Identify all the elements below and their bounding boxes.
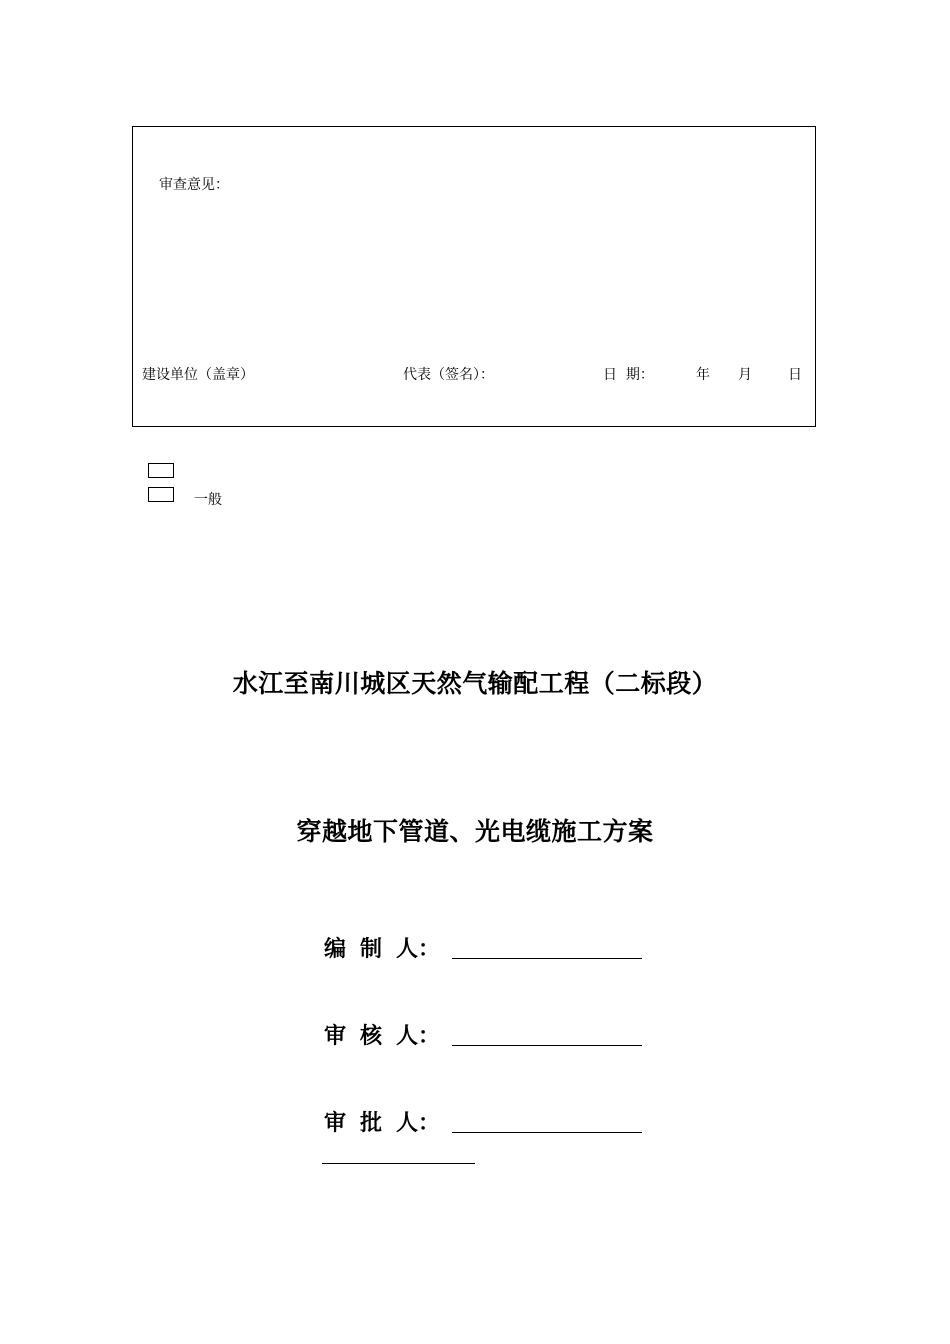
signature-row	[142, 364, 806, 384]
representative-label: 代表（签名）：	[403, 367, 494, 383]
month-label: 月	[738, 367, 752, 383]
construction-unit-label: 建设单位（盖章）	[142, 367, 254, 383]
reviewer-sign-line[interactable]	[452, 1045, 642, 1046]
checkbox-general-label: 一般	[194, 492, 222, 508]
sig-label-end: 人：	[396, 1023, 441, 1049]
extra-underline	[322, 1163, 475, 1164]
year-label: 年	[696, 367, 710, 383]
sig-label-end: 人：	[396, 936, 441, 962]
project-title: 水江至南川城区天然气输配工程（二标段）	[232, 669, 718, 698]
sig-char: 审	[324, 1023, 347, 1049]
sig-char: 编	[324, 936, 347, 962]
plan-subtitle: 穿越地下管道、光电缆施工方案	[296, 817, 654, 846]
sig-label-end: 人：	[396, 1110, 441, 1136]
date-label: 日 期：	[603, 367, 654, 383]
review-opinion-label: 审查意见：	[159, 177, 229, 193]
sig-char: 制	[360, 936, 383, 962]
sig-char: 审	[324, 1110, 347, 1136]
day-label: 日	[788, 367, 802, 383]
sig-char: 核	[360, 1023, 383, 1049]
approver-sign-line[interactable]	[452, 1132, 642, 1133]
review-form-box	[132, 126, 816, 427]
checkbox-1[interactable]	[148, 463, 174, 478]
checkbox-general[interactable]	[148, 487, 174, 502]
sig-char: 批	[360, 1110, 383, 1136]
compiler-sign-line[interactable]	[452, 958, 642, 959]
